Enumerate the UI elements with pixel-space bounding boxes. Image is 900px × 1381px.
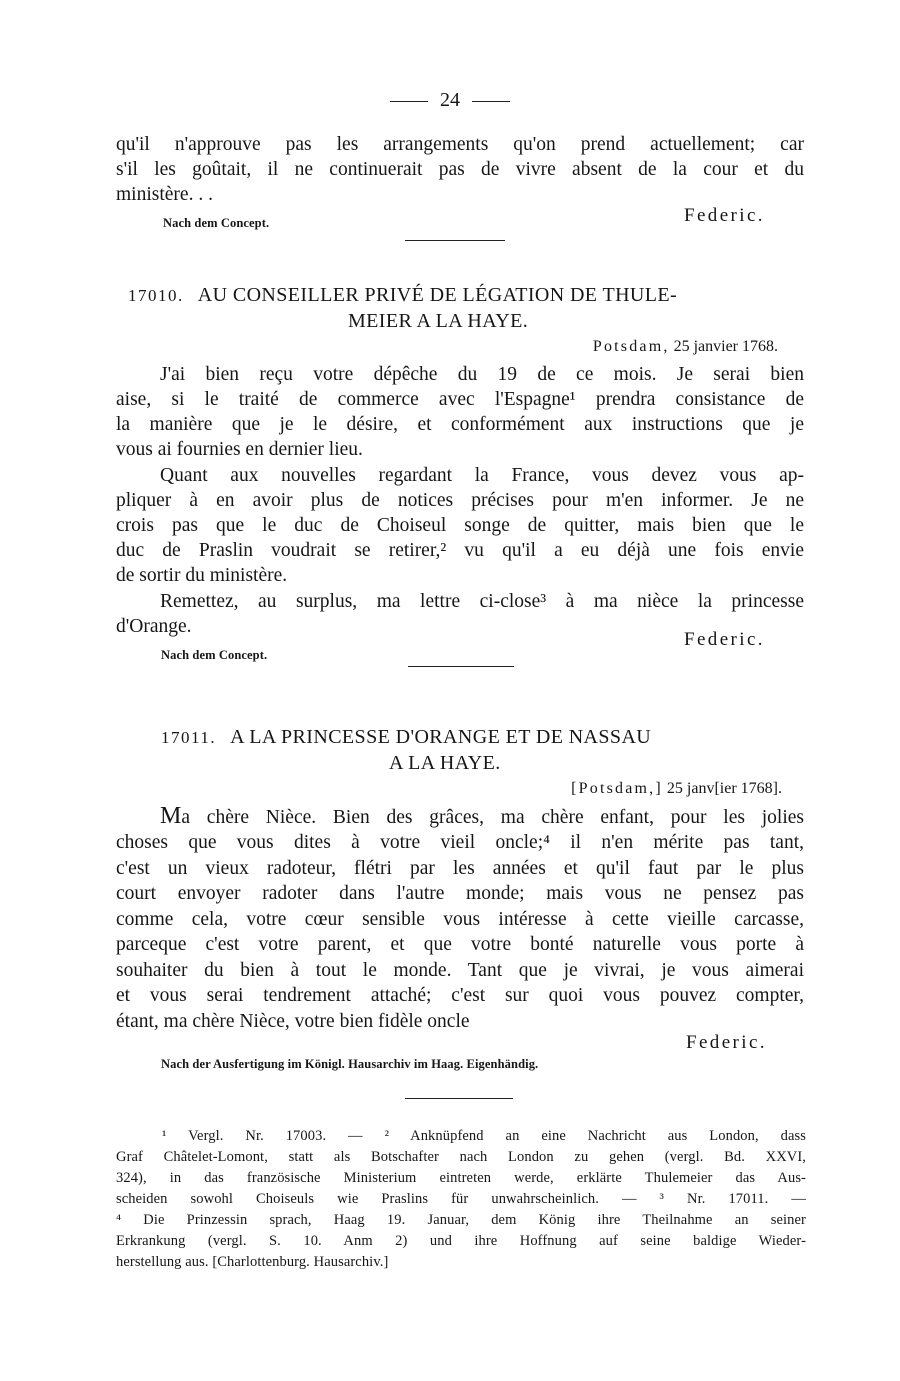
paragraph-line: vous ai fournies en dernier lieu. bbox=[116, 439, 363, 460]
paragraph-line bbox=[160, 804, 804, 830]
footnote-line: 324), in das französische Ministerium eintreten werde, erklärte Thulemeier das Aus- bbox=[116, 1170, 806, 1186]
letter-heading-line1: A LA PRINCESSE D'ORANGE ET DE NASSAU bbox=[230, 726, 652, 748]
paragraph-line: pliquer à en avoir plus de notices précises pour m'en informer. Je ne bbox=[116, 490, 804, 511]
paragraph-line: court envoyer radoter dans l'autre monde; mais vous ne pensez pas bbox=[116, 883, 804, 904]
letter-heading-line2: MEIER A LA HAYE. bbox=[348, 310, 529, 332]
footnote-line: scheiden sowohl Choiseuls wie Praslins für unwahrscheinlich. — ³ Nr. 17011. — bbox=[116, 1191, 806, 1207]
paragraph-line: et vous serai tendrement attaché; c'est sur quoi vous pouvez compter, bbox=[116, 985, 804, 1006]
paragraph-line: comme cela, votre cœur sensible vous intéresse à cette vieille carcasse, bbox=[116, 909, 804, 930]
paragraph-line: aise, si le traité de commerce avec l'Espagne¹ prendra consistance de bbox=[116, 389, 804, 410]
continuation-line: qu'il n'approuve pas les arrangements qu'on prend actuellement; car bbox=[116, 134, 804, 155]
paragraph-line: souhaiter du bien à tout le monde. Tant que je vivrai, je vous aimerai bbox=[116, 960, 804, 981]
drop-initial: M bbox=[160, 803, 182, 829]
letter-heading-line2: A LA HAYE. bbox=[389, 752, 501, 774]
paragraph-line: parceque c'est votre parent, et que votre bonté naturelle vous porte à bbox=[116, 934, 804, 955]
paragraph-line: d'Orange. bbox=[116, 616, 192, 637]
paragraph-line: Quant aux nouvelles regardant la France, vous devez vous ap- bbox=[160, 465, 804, 486]
continuation-line: ministère. . . bbox=[116, 184, 213, 205]
footnote-line: herstellung aus. [Charlottenburg. Hausarchiv.] bbox=[116, 1254, 389, 1270]
dateline-date: 25 janvier 1768. bbox=[673, 338, 778, 355]
section-divider bbox=[405, 1098, 513, 1099]
footnote-line: Erkrankung (vergl. S. 10. Anm 2) und ihre Hoffnung auf seine baldige Wieder- bbox=[116, 1233, 806, 1249]
dateline-date: 25 janv[ier 1768]. bbox=[666, 780, 782, 797]
continuation-line: s'il les goûtait, il ne continuerait pas de vivre absent de la cour et du bbox=[116, 159, 804, 180]
signature: Federic. bbox=[686, 1032, 767, 1053]
footnote-line: ⁴ Die Prinzessin sprach, Haag 19. Januar, dem König ihre Theilnahme an seiner bbox=[116, 1212, 806, 1228]
section-divider bbox=[408, 666, 514, 667]
letter-heading bbox=[161, 724, 651, 751]
paragraph-line: crois pas que le duc de Choiseul songe de quitter, mais bien que le bbox=[116, 515, 804, 536]
footnote-line: ¹ Vergl. Nr. 17003. — ² Anknüpfend an eine Nachricht aus London, dass bbox=[162, 1128, 806, 1144]
signature: Federic. bbox=[684, 629, 765, 650]
paragraph-line: c'est un vieux radoteur, flétri par les années et qu'il faut par le plus bbox=[116, 858, 804, 879]
page-number-dash-left bbox=[390, 101, 428, 102]
source-note: Nach dem Concept. bbox=[163, 216, 270, 230]
paragraph-line-text: a chère Nièce. Bien des grâces, ma chère enfant, pour les jolies bbox=[181, 807, 804, 828]
source-note: Nach der Ausfertigung im Königl. Hausarchiv im Haag. Eigenhändig. bbox=[161, 1057, 539, 1071]
dateline bbox=[571, 778, 782, 800]
source-note: Nach dem Concept. bbox=[161, 648, 268, 662]
paragraph-line: la manière que je le désire, et conformément aux instructions que je bbox=[116, 414, 804, 435]
page-number bbox=[0, 86, 900, 114]
dateline bbox=[593, 336, 778, 358]
paragraph-line: Remettez, au surplus, ma lettre ci-close³ à ma nièce la princesse bbox=[160, 591, 804, 612]
dateline-place: Potsdam, bbox=[592, 338, 670, 355]
dateline-place: [Potsdam,] bbox=[571, 780, 663, 797]
letter-number: 17010. bbox=[128, 286, 184, 305]
paragraph-line: J'ai bien reçu votre dépêche du 19 de ce mois. Je serai bien bbox=[160, 364, 804, 385]
page-number-dash-right bbox=[472, 101, 510, 102]
paragraph-line: duc de Praslin voudrait se retirer,² vu qu'il a eu déjà une fois envie bbox=[116, 540, 804, 561]
signature: Federic. bbox=[684, 205, 765, 226]
paragraph-line: de sortir du ministère. bbox=[116, 565, 288, 586]
page-number-text: 24 bbox=[440, 89, 460, 111]
paragraph-line: étant, ma chère Nièce, votre bien fidèle oncle bbox=[116, 1011, 470, 1032]
footnote-line: Graf Châtelet-Lomont, statt als Botschafter nach London zu gehen (vergl. Bd. XXVI, bbox=[116, 1149, 806, 1165]
paragraph-line: choses que vous dites à votre vieil oncle;⁴ il n'en mérite pas tant, bbox=[116, 832, 804, 853]
letter-heading-line1: AU CONSEILLER PRIVÉ DE LÉGATION DE THULE- bbox=[197, 284, 678, 306]
letter-heading bbox=[128, 282, 677, 309]
section-divider bbox=[405, 240, 505, 241]
letter-number: 17011. bbox=[161, 728, 217, 747]
